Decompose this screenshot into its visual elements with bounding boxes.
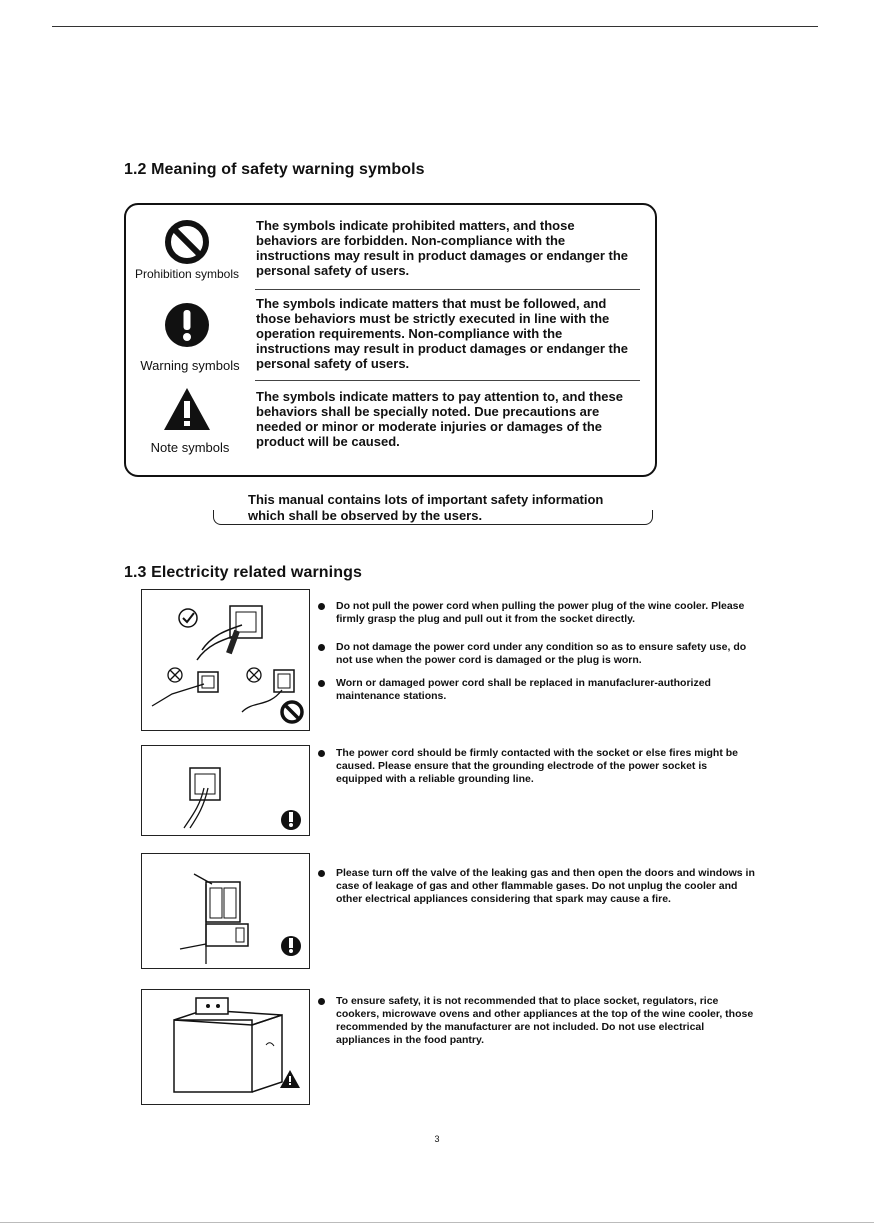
notice-underline (221, 524, 644, 525)
check-icon (179, 609, 197, 627)
bullet-dot (318, 680, 325, 687)
socket-illustration (142, 746, 309, 835)
divider (255, 289, 640, 290)
warning-item-2: Do not damage the power cord under any condition so as to ensure safety use, do not use when the power cord is damaged or the plug is worn. (336, 641, 747, 666)
cooler-illustration (142, 990, 309, 1104)
bullet-dot (318, 998, 325, 1005)
prohibition-icon (164, 219, 210, 265)
prohibition-text: The symbols indicate prohibited matters, and those behaviors are forbidden. Non-compliance with the instructions may result in product damages or endanger the personal safety of users. (256, 218, 629, 278)
bullet-dot (318, 750, 325, 757)
warning-item-5: Please turn off the valve of the leaking gas and then open the doors and windows in case of leakage of gas and other flammable gases. Do not unplug the cooler and other electrical appliances considering that spark may cause a fire. (336, 867, 755, 905)
prohibition-label: Prohibition symbols (134, 267, 240, 281)
warning-label: Warning symbols (140, 358, 240, 373)
warning-text: The symbols indicate matters that must be followed, and those behaviors must be strictly executed in line with the operation requirements. Non-compliance with the instructions may result in product damages or endanger the personal safety of users. (256, 296, 629, 371)
gas-illustration (142, 854, 309, 968)
note-icon (162, 386, 212, 432)
section-12-title: 1.2 Meaning of safety warning symbols (124, 161, 425, 178)
notice-bracket-right (644, 510, 653, 525)
illustration-panel-cooler (141, 989, 310, 1105)
top-rule (52, 26, 818, 27)
bullet-dot (318, 870, 325, 877)
bullet-dot (318, 603, 325, 610)
warning-item-6: To ensure safety, it is not recommended that to place socket, regulators, rice cookers, microwave ovens and other appliances at the top of the wine cooler, those recommended by the manufacturer are not included. Do not use electrical appliances in the food pantry. (336, 995, 754, 1046)
notice-bracket-left (213, 510, 222, 525)
bullet-dot (318, 644, 325, 651)
warning-item-4: The power cord should be firmly contacted with the socket or else fires might be caused. Please ensure that the grounding electrode of the power socket is equipped with a reliable grounding line. (336, 747, 738, 785)
illustration-panel-socket (141, 745, 310, 836)
warning-item-3: Worn or damaged power cord shall be replaced in manufaclurer-authorized maintenance stations. (336, 677, 711, 702)
plug-illustration (142, 590, 309, 730)
illustration-panel-plug (141, 589, 310, 731)
safety-notice: This manual contains lots of important safety information which shall be observed by the users. (248, 492, 604, 523)
bottom-rule (0, 1222, 874, 1223)
page-number: 3 (434, 1134, 440, 1144)
warning-item-1: Do not pull the power cord when pulling the power plug of the wine cooler. Please firmly grasp the plug and pull out it from the socket directly. (336, 600, 745, 625)
warning-icon (164, 302, 210, 348)
note-text: The symbols indicate matters to pay attention to, and these behaviors shall be specially noted. Due precautions are needed or minor or moderate injuries or damages of the product will be caused. (256, 389, 623, 449)
illustration-panel-gas (141, 853, 310, 969)
divider (255, 380, 640, 381)
section-13-title: 1.3 Electricity related warnings (124, 564, 362, 581)
note-label: Note symbols (150, 440, 230, 455)
